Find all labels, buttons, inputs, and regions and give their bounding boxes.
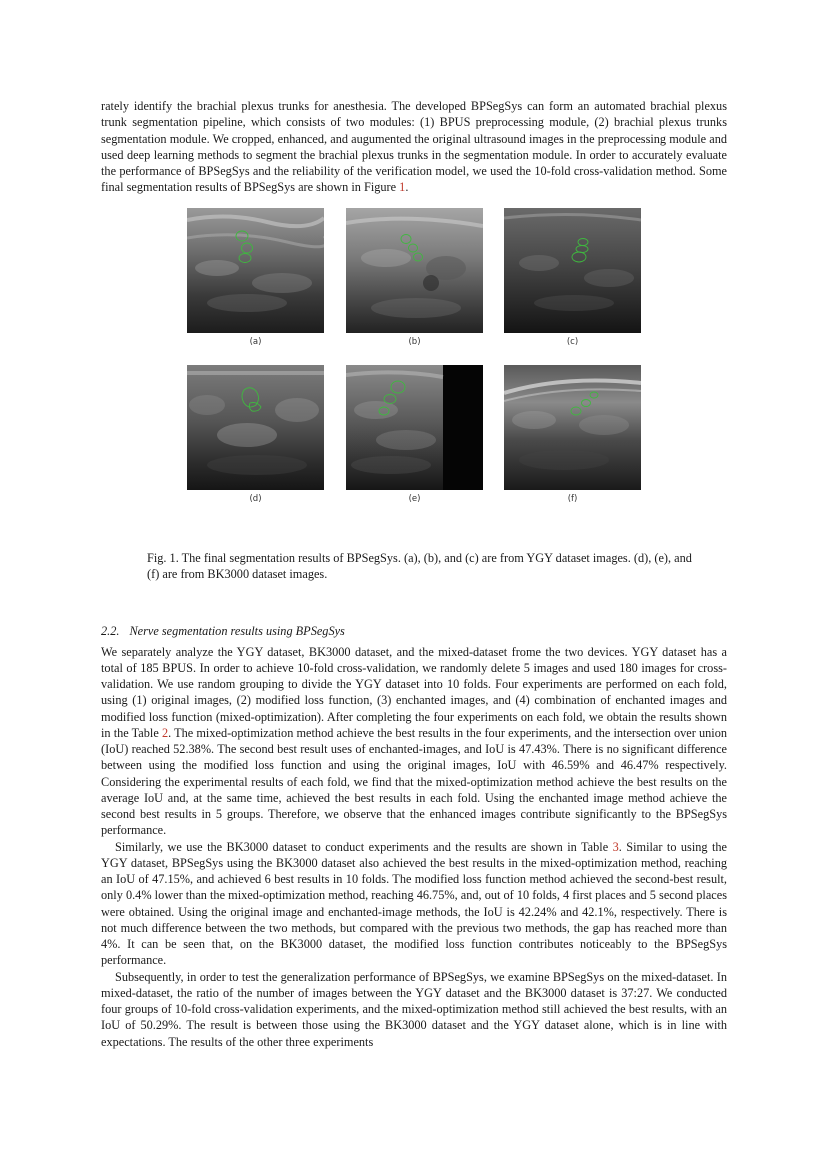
panel-label-e: (e) xyxy=(408,493,421,504)
ultrasound-image-b xyxy=(346,208,483,333)
intro-text-end: . xyxy=(405,180,409,195)
panel-label-d: (d) xyxy=(249,493,262,504)
ultrasound-image-e xyxy=(346,365,483,490)
paragraph-2-text-end: . Similar to using the YGY dataset, BPSegSys using the BK3000 dataset also achieved the best results in the mixed-optimization method, reaching an IoU of 47.15%, and achieved 6 best results in 10 folds. The modified loss function method achieved the second-best result, only 0.4% lower than the mixed-optimization method, reaching 46.75%, and, out of 10 folds, 4 first places and 5 second places were obtained. Using the original image and enchanted-image methods, the IoU is 42.24% and 42.1%, respectively. There is not much difference between the two methods, but compared with the previous two methods, the gap has reached more than 4%. It can be seen that, on the BK3000 dataset, the modified loss function contributes noticeably to the BPSegSys performance. xyxy=(101,839,728,968)
intro-paragraph xyxy=(101,98,727,196)
section-heading xyxy=(101,624,727,639)
panel-label-b: (b) xyxy=(408,336,421,347)
page-content xyxy=(101,98,727,1050)
figure-panel-a xyxy=(187,208,324,347)
paragraph-1-text-end: . The mixed-optimization method achieve the best results in the four experiments, and the intersection over union (IoU) reached 52.38%. The second best result uses of enchanted-images, and IoU is 47.43%. There is no significant difference between using the modified loss function and using the original images, IoU with 46.59% and 46.47% respectively. Considering the experimental results of each fold, we find that the mixed-optimization method achieve the best results on the average IoU and, at the same time, achieved the best results in each fold. Using the enchanted image method achieve the second best results in 5 groups. Therefore, we observe that the enhanced images contribute significantly to the BPSegSys performance. xyxy=(101,725,727,838)
ultrasound-image-a xyxy=(187,208,324,333)
paragraph-2 xyxy=(101,839,727,969)
paragraph-1 xyxy=(101,644,727,839)
intro-text: rately identify the brachial plexus trunks for anesthesia. The developed BPSegSys can form an automated brachial plexus trunk segmentation pipeline, which consists of two modules: (1) BPUS preprocessing module, (2) brachial plexus trunks segmentation module. We cropped, enhanced, and augumented the original ultrasound images in the preprocessing module and used deep learning methods to segment the brachial plexus trunks in the segmentation module. In order to accurately evaluate the performance of BPSegSys and the reliability of the verification model, we used the 10-fold cross-validation method. Some final segmentation results of BPSegSys are shown in Figure xyxy=(101,99,727,195)
panel-label-a: (a) xyxy=(249,336,262,347)
figure-panel-f xyxy=(504,365,641,504)
ultrasound-image-f xyxy=(504,365,641,490)
table-2-ref-link[interactable]: 2 xyxy=(161,725,169,740)
figure-1-ref-link[interactable]: 1 xyxy=(399,180,406,195)
section-number: 2.2. xyxy=(101,623,120,638)
panel-label-c: (c) xyxy=(566,336,579,347)
section-title: Nerve segmentation results using BPSegSys xyxy=(129,623,345,638)
paragraph-2-text: Similarly, we use the BK3000 dataset to conduct experiments and the results are shown in Table xyxy=(115,839,613,854)
ultrasound-image-d xyxy=(187,365,324,490)
paragraph-3: Subsequently, in order to test the generalization performance of BPSegSys, we examine BPSegSys on the mixed-dataset. In mixed-dataset, the ratio of the number of images between the YGY dataset and the BK3000 dataset is 37:27. We conducted four groups of 10-fold cross-validation experiments, and the mixed-optimization method still achieved the best results, with an IoU of 50.29%. The result is between those using the BK3000 dataset and the YGY dataset alone, which is in line with expectations. The results of the other three experiments xyxy=(101,969,727,1049)
figure-panel-c xyxy=(504,208,641,347)
figure-panel-b xyxy=(346,208,483,347)
figure-panel-e xyxy=(346,365,483,504)
ultrasound-image-c xyxy=(504,208,641,333)
table-3-ref-link[interactable]: 3 xyxy=(612,839,619,854)
figure-1-caption: Fig. 1. The final segmentation results of BPSegSys. (a), (b), and (c) are from YGY dataset images. (d), (e), and (f) are from BK3000 dataset images. xyxy=(147,550,692,581)
paragraph-1-text: We separately analyze the YGY dataset, BK3000 dataset, and the mixed-dataset frome the two devices. YGY dataset has a total of 185 BPUS. In order to achieve 10-fold cross-validation, we randomly delete 5 images and used 180 images for cross-validation. We use random grouping to divide the YGY dataset into 10 folds. Four experiments are performed on each fold, using (1) original images, (2) modified loss function, (3) enchanted images, and (4) combination of enchanted images and modified loss function (mixed-optimization). After completing the four experiments on each fold, we obtain the results shown in the Table xyxy=(101,644,727,740)
figure-panel-d xyxy=(187,365,324,504)
figure-1 xyxy=(101,208,727,538)
panel-label-f: (f) xyxy=(567,493,578,504)
